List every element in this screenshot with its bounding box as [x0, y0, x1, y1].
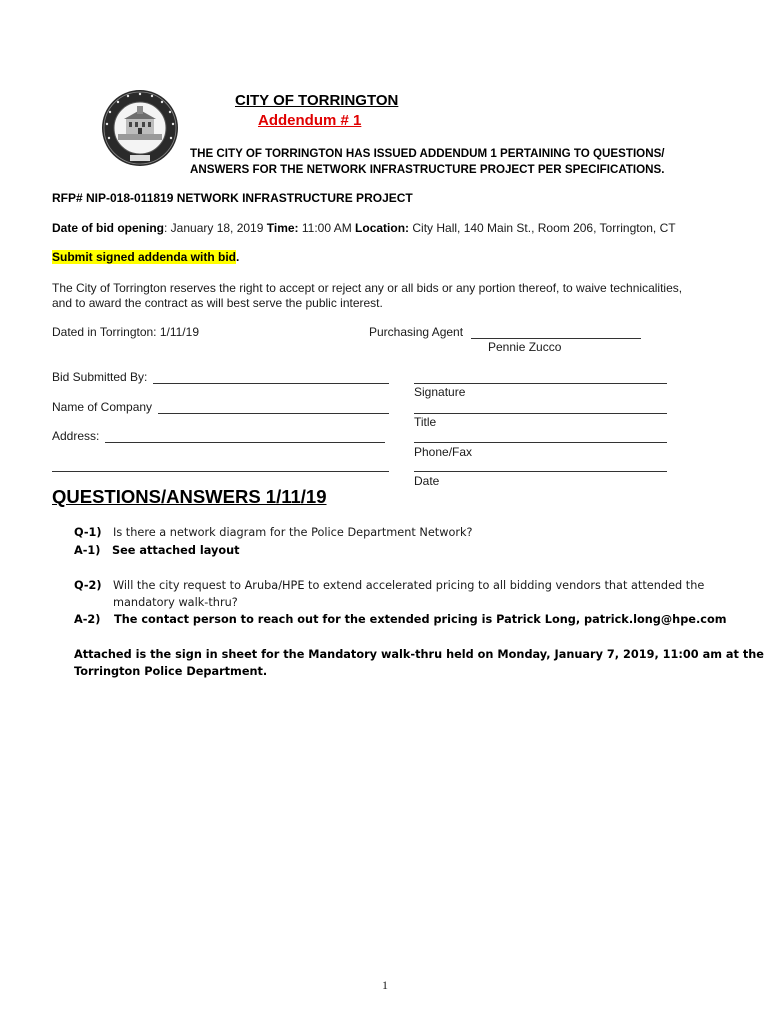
phone-fax-label: Phone/Fax — [414, 445, 473, 459]
attached-note-line-1: Attached is the sign in sheet for the Mandatory walk-thru held on Monday, January 7, 2019, 11:00 am at the — [74, 648, 764, 661]
address-label: Address: — [52, 429, 100, 443]
intro-line-1: THE CITY OF TORRINGTON HAS ISSUED ADDENDUM 1 PERTAINING TO QUESTIONS/ — [190, 147, 665, 160]
bid-submitted-by-field[interactable] — [153, 383, 389, 384]
time-value: 11:00 AM — [298, 221, 356, 235]
intro-line-2: ANSWERS FOR THE NETWORK INFRASTRUCTURE PROJECT PER SPECIFICATIONS. — [190, 163, 665, 176]
intro-statement — [190, 146, 665, 178]
qa-heading: QUESTIONS/ANSWERS 1/11/19 — [52, 486, 327, 507]
title-field[interactable] — [414, 413, 667, 414]
location-label: Location: — [355, 221, 410, 235]
q2-label: Q-2) — [74, 579, 102, 592]
phone-fax-field[interactable] — [414, 442, 667, 443]
bid-opening-info — [52, 221, 676, 235]
address-field[interactable] — [105, 442, 385, 443]
a2-label: A-2) — [74, 613, 101, 626]
company-name-label: Name of Company — [52, 400, 153, 414]
submit-notice-highlight: Submit signed addenda with bid — [52, 250, 237, 264]
purchasing-agent-line — [471, 338, 641, 339]
q2-text-line-2: mandatory walk-thru? — [113, 596, 238, 609]
submit-notice-period: . — [236, 250, 240, 264]
signature-field[interactable] — [414, 383, 667, 384]
purchasing-agent-label: Purchasing Agent — [369, 325, 464, 339]
dated-in-torrington: Dated in Torrington: 1/11/19 — [52, 325, 199, 339]
date-label: Date — [414, 474, 440, 488]
city-seal-icon — [100, 88, 180, 168]
a1-label: A-1) — [74, 544, 101, 557]
date-field[interactable] — [414, 471, 667, 472]
opening-label: Date of bid opening — [52, 221, 164, 235]
page-title: CITY OF TORRINGTON — [235, 92, 399, 109]
rfp-number: RFP# NIP-018-011819 NETWORK INFRASTRUCTURE PROJECT — [52, 191, 413, 205]
signature-label: Signature — [414, 385, 466, 399]
reserve-line-1: The City of Torrington reserves the right to accept or reject any or all bids or any portion thereof, to waive technicalities, — [52, 281, 683, 295]
page-number: 1 — [382, 978, 388, 992]
company-name-field[interactable] — [158, 413, 389, 414]
bid-submitted-by-label: Bid Submitted By: — [52, 370, 148, 384]
q1-label: Q-1) — [74, 526, 102, 539]
addendum-number: Addendum # 1 — [258, 112, 362, 129]
purchasing-agent-name: Pennie Zucco — [488, 340, 562, 354]
a1-text: See attached layout — [112, 544, 240, 557]
title-label: Title — [414, 415, 437, 429]
a2-text: The contact person to reach out for the extended pricing is Patrick Long, patrick.long@hpe.com — [114, 613, 727, 626]
q2-text-line-1: Will the city request to Aruba/HPE to extend accelerated pricing to all bidding vendors that attended the — [113, 579, 705, 592]
address-field-line-2[interactable] — [52, 471, 389, 472]
reserve-line-2: and to award the contract as will best serve the public interest. — [52, 295, 383, 310]
location-value: City Hall, 140 Main St., Room 206, Torrington, CT — [409, 221, 676, 235]
reserve-statement — [52, 281, 682, 310]
q1-text: Is there a network diagram for the Police Department Network? — [113, 526, 473, 539]
attached-note-line-2: Torrington Police Department. — [74, 665, 268, 678]
time-label: Time: — [266, 221, 299, 235]
opening-value: : January 18, 2019 — [164, 221, 267, 235]
submit-notice — [52, 250, 239, 264]
